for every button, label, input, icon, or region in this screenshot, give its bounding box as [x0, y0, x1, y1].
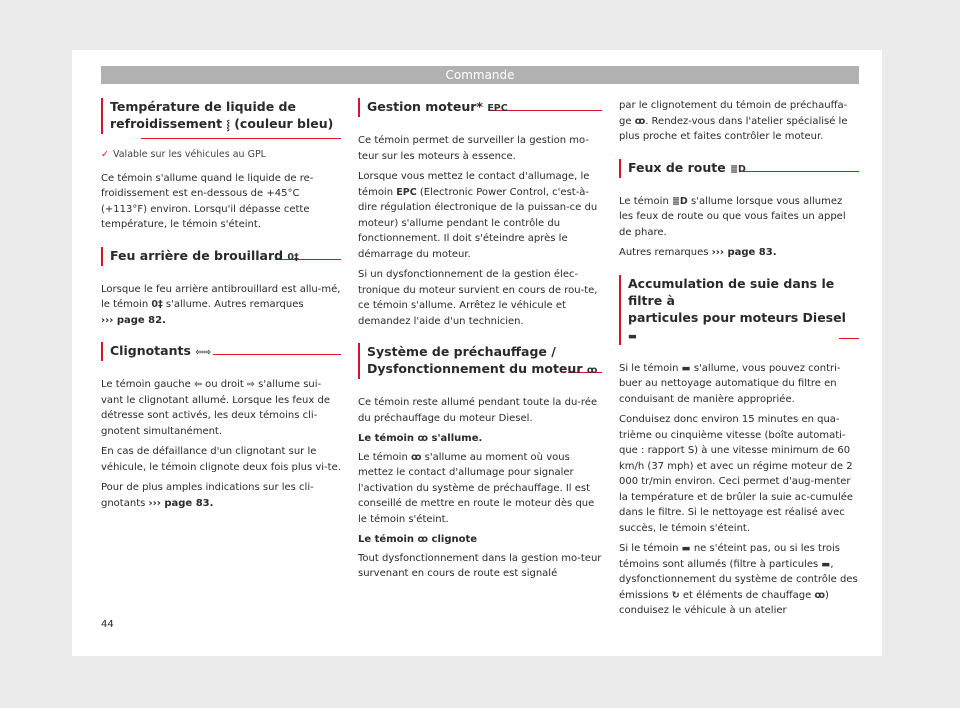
section-engine-management: [358, 98, 602, 117]
turn-left-icon: ⇦: [193, 379, 202, 390]
dpf-icon: ▬: [681, 362, 691, 374]
heading-coolant: Température de liquide de refroidissement ⸾ (couleur bleu): [110, 98, 341, 134]
heading-engine-management: Gestion moteur* EPC: [367, 98, 602, 117]
section-rear-fog: [101, 247, 341, 266]
heading-turn-signals: Clignotants ⇦⇨: [110, 342, 341, 361]
paragraph: Conduisez donc environ 15 minutes en qua-trième ou cinquième vitesse (boîte automati-que : rapport S) à une vitesse minimum de 60 km/h (37 mph) et avec un régime moteur de 2 000 tr/min environ. Ceci permet d'aug-menter la température et de brûler la suie ac-cumulée dans le filtre. Si le nettoyage est réalisé avec succès, le témoin s'éteint.: [619, 414, 854, 534]
page-ref-link[interactable]: ››› page 82.: [101, 314, 166, 326]
column-3: [619, 98, 859, 624]
rear-fog-icon: 0‡: [151, 299, 163, 310]
paragraph: En cas de défaillance d'un clignotant sur le véhicule, le témoin clignote deux fois plus vi-te.: [101, 446, 341, 473]
paragraph: Pour de plus amples indications sur les cli-gnotants ››› page 83.: [101, 482, 314, 509]
paragraph: Ce témoin permet de surveiller la gestion mo-teur sur les moteurs à essence.: [358, 135, 589, 162]
paragraph: Ce témoin s'allume quand le liquide de re-froidissement est en-dessous de +45°C (+113°F) environ. Lorsqu'il dépasse cette température, le témoin s'éteint.: [101, 172, 314, 230]
paragraph: Si un dysfonctionnement de la gestion élec-tronique du moteur survient en cours de rou-te, ce témoin s'allume. Arrêtez le véhicule et demandez l'aide d'un technicien.: [358, 269, 598, 327]
dpf-icon: ▬: [821, 558, 831, 570]
paragraph: Si le témoin ▬ s'allume, vous pouvez contri-buer au nettoyage automatique du filtre en conduisant de manière appropriée.: [619, 362, 841, 405]
dpf-icon: ▬: [681, 543, 691, 554]
paragraph: Autres remarques ››› page 83.: [619, 247, 777, 258]
coolant-icon: ⸾: [226, 120, 230, 131]
paragraph: Tout dysfonctionnement dans la gestion mo-teur survenant en cours de route est signalé: [358, 552, 602, 579]
section-header: Commande: [101, 66, 859, 84]
glow-plug-icon: ꝏ: [417, 433, 429, 444]
high-beam-icon: ≣D: [730, 163, 746, 175]
subheading: Le témoin ꝏ s'allume.: [358, 431, 602, 447]
page-number: 44: [101, 619, 114, 630]
high-beam-icon: ≣D: [671, 195, 688, 207]
section-preheating: [358, 343, 602, 379]
paragraph: Le témoin ꝏ s'allume au moment où vous mettez le contact d'allumage pour signaler l'activation du système de préchauffage. Il est conseillé de mettre en route le moteur dès que le témoin s'éteint.: [358, 451, 595, 525]
heading-preheating: Système de préchauffage / Dysfonctionnement du moteur ꝏ: [367, 343, 602, 379]
turn-left-icon: ⇦: [195, 347, 204, 358]
paragraph: Ce témoin reste allumé pendant toute la du-rée du préchauffage du moteur Diesel.: [358, 397, 598, 424]
validity-note: ✓ Valable sur les véhicules au GPL: [101, 149, 266, 160]
paragraph: Le témoin ≣D s'allume lorsque vous allumez les feux de route ou que vous faites un appel de phare.: [619, 195, 846, 238]
glow-plug-icon: ꝏ: [417, 534, 429, 545]
paragraph: Si le témoin ▬ ne s'éteint pas, ou si les trois témoins sont allumés (filtre à particules ▬, dysfonctionnement du système de contrôle des émissions ↻ et éléments de chauffage ꝏ) conduisez le véhicule à un atelier: [619, 543, 858, 616]
paragraph: Lorsque vous mettez le contact d'allumage, le témoin EPC (Electronic Power Control, c'est-à-dire régulation électronique de la puissan-ce du moteur) s'allume pendant le contrôle du fonctionnement. Il doit s'éteindre après le démarrage du moteur.: [358, 171, 598, 260]
glow-plug-icon: ꝏ: [634, 115, 646, 127]
epc-icon: EPC: [396, 186, 417, 198]
column-1: [101, 98, 341, 516]
section-coolant-temp: [101, 98, 341, 134]
epc-icon: EPC: [487, 103, 508, 114]
section-turn-signals: [101, 342, 341, 361]
check-icon: ✓: [101, 149, 109, 160]
emission-control-icon: ↻: [671, 589, 680, 601]
heading-rear-fog: Feu arrière de brouillard 0‡: [110, 247, 341, 266]
paragraph: par le clignotement du témoin de préchauffa-ge ꝏ. Rendez-vous dans l'atelier spécialisé le plus proche et faites contrôler le moteur.: [619, 100, 848, 142]
section-rule: [141, 138, 341, 139]
section-rule: [839, 338, 859, 339]
section-dpf: [619, 275, 859, 345]
page-ref-link[interactable]: ››› page 83.: [148, 497, 214, 509]
glow-plug-icon: ꝏ: [410, 451, 422, 463]
glow-plug-icon: ꝏ: [814, 589, 825, 601]
rear-fog-icon: 0‡: [287, 251, 299, 263]
turn-right-icon: ⇨: [203, 347, 212, 358]
column-2: [358, 98, 602, 587]
section-rule: [213, 354, 341, 355]
glow-plug-icon: ꝏ: [586, 365, 598, 376]
turn-right-icon: ⇨: [247, 379, 255, 390]
heading-dpf: Accumulation de suie dans le filtre à particules pour moteurs Diesel ▬: [628, 275, 859, 345]
heading-high-beam: Feux de route ≣D: [628, 159, 859, 178]
paragraph: Lorsque le feu arrière antibrouillard est allu-mé, le témoin 0‡ s'allume. Autres remarques ››› page 82.: [101, 283, 341, 326]
section-rule: [743, 171, 859, 172]
page-ref-link[interactable]: ››› page 83.: [711, 247, 777, 258]
paragraph: Le témoin gauche ⇦ ou droit ⇨ s'allume sui-vant le clignotant allumé. Lorsque les feux de détresse sont activés, les deux témoins cli-gnotent simultanément.: [101, 379, 330, 437]
section-high-beam: [619, 159, 859, 178]
dpf-icon: ▬: [628, 330, 637, 342]
subheading: Le témoin ꝏ clignote: [358, 532, 602, 548]
